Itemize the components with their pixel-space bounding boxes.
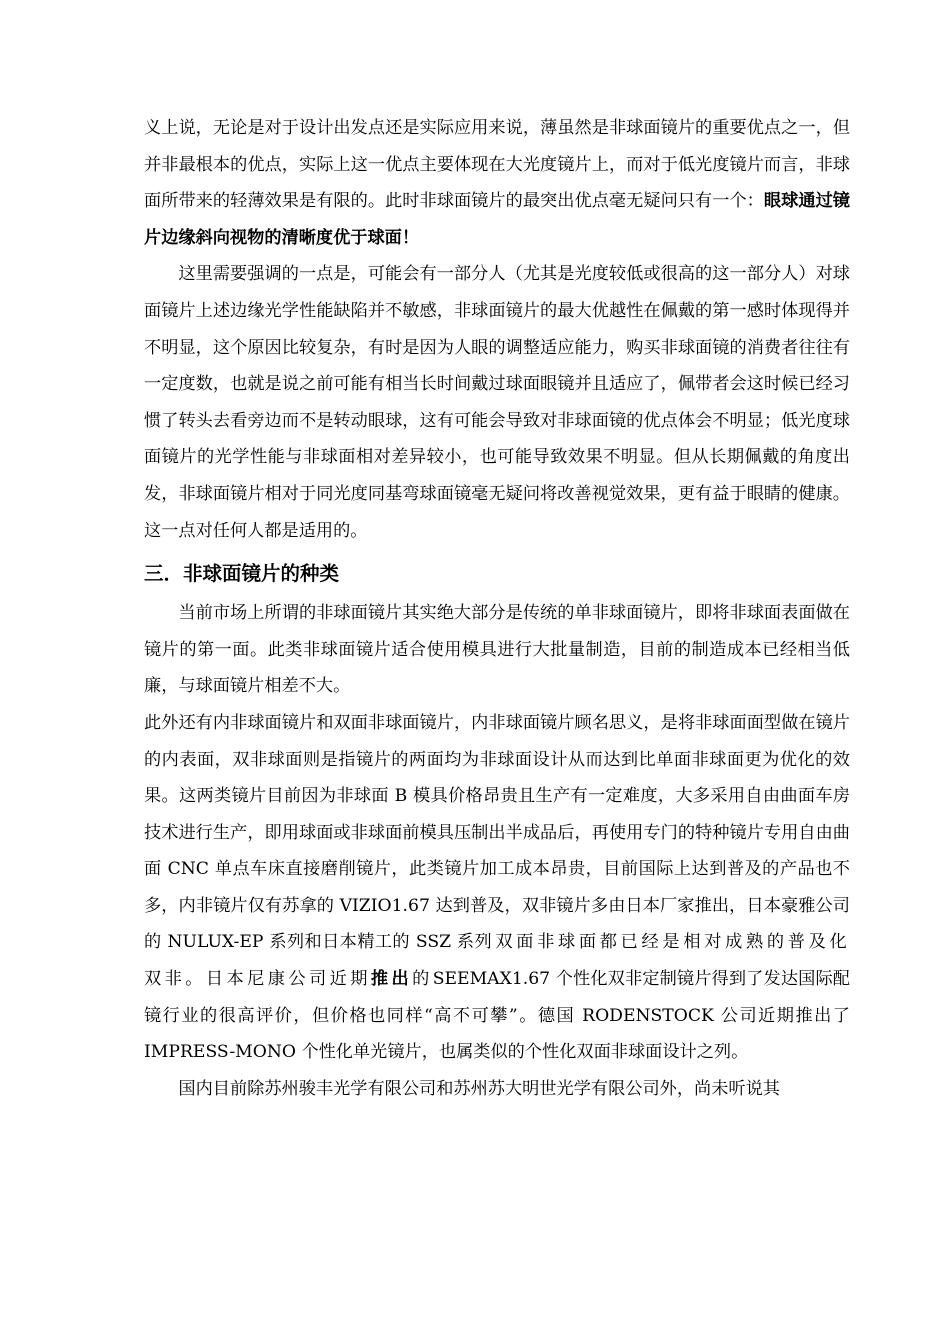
paragraph-text: SEEMAX1.67 个性化双非定制镜片得到了发达国际配镜行业的很高评价，但价格也同样“高不可攀”。德国 RODENSTOCK 公司近期推出了 IMPRESS-MONO 个性化单光镜片，也属类似的个性化双面非球面设计之列。 (144, 969, 850, 1063)
emphasis-text: 推出 (370, 969, 413, 990)
paragraph-domestic-makers: 国内目前除苏州骏丰光学有限公司和苏州苏大明世光学有限公司外，尚未听说其 (178, 1078, 780, 1099)
paragraph-market-types: 当前市场上所谓的非球面镜片其实绝大部分是传统的单非球面镜片，即将非球面表面做在镜片的第一面。此类非球面镜片适合使用模具进行大批量制造，目前的制造成本已经相当低廉，与球面镜片相差不大。 (144, 603, 850, 697)
paragraph-aspheric-advantage (144, 110, 850, 256)
paragraph-inner-double-aspheric (144, 705, 850, 1071)
paragraph-sensitivity-note: 这里需要强调的一点是，可能会有一部分人（尤其是光度较低或很高的这一部分人）对球面镜片上述边缘光学性能缺陷并不敏感，非球面镜片的最大优越性在佩戴的第一感时体现得并不明显，这个原因比较复杂，有时是因为人眼的调整适应能力，购买非球面镜的消费者往往有一定度数，也就是说之前可能有相当长时间戴过球面眼镜并且适应了，佩带者会这时候已经习惯了转头去看旁边而不是转动眼球，这有可能会导致对非球面镜的优点体会不明显；低光度球面镜片的光学性能与非球面相对差异较小，也可能导致效果不明显。但从长期佩戴的角度出发，非球面镜片相对于同光度同基弯球面镜毫无疑问将改善视觉效果，更有益于眼睛的健康。这一点对任何人都是适用的。 (144, 264, 850, 541)
document-page (144, 110, 850, 1107)
paragraph-text: 的 (412, 969, 433, 990)
paragraph-text: 此外还有内非球面镜片和双面非球面镜片，内非球面镜片顾名思义，是将非球面面型做在镜片的内表面，双非球面则是指镜片的两面均为非球面设计从而达到比单面非球面更为优化的效果。这两类镜片目前因为非球面 B 模具价格昂贵且生产有一定难度，大多采用自由曲面车房技术进行生产，即用球面或非球面前模具压制出半成品后，再使用专门的特种镜片专用自由曲面 CNC 单点车床直接磨削镜片，此类镜片加工成本昂贵，目前国际上达到普及的产品也不多，内非镜片仅有苏拿的 VIZIO1.67 达到普及，双非镜片多由日本厂家推出，日本豪雅公司的 NULUX-EP 系列和日本精工的 SSZ 系 (144, 712, 850, 953)
emphasis-text: 眼球通过镜片边缘斜向视物的清晰度优于球面！ (144, 191, 850, 248)
section-heading: 三．非球面镜片的种类 (144, 562, 340, 586)
paragraph-text: 义上说，无论是对于设计出发点还是实际应用来说，薄虽然是非球面镜片的重要优点之一，但并非最根本的优点，实际上这一优点主要体现在大光度镜片上，而对于低光度镜片而言，非球面所带来的轻薄效果是有限的。此时非球面镜片的最突出优点毫无疑问只有一个： (144, 118, 850, 212)
paragraph-text: 列双面非球面都已经是相对成熟的普及化双非。日本尼康公司近期 (144, 932, 850, 990)
